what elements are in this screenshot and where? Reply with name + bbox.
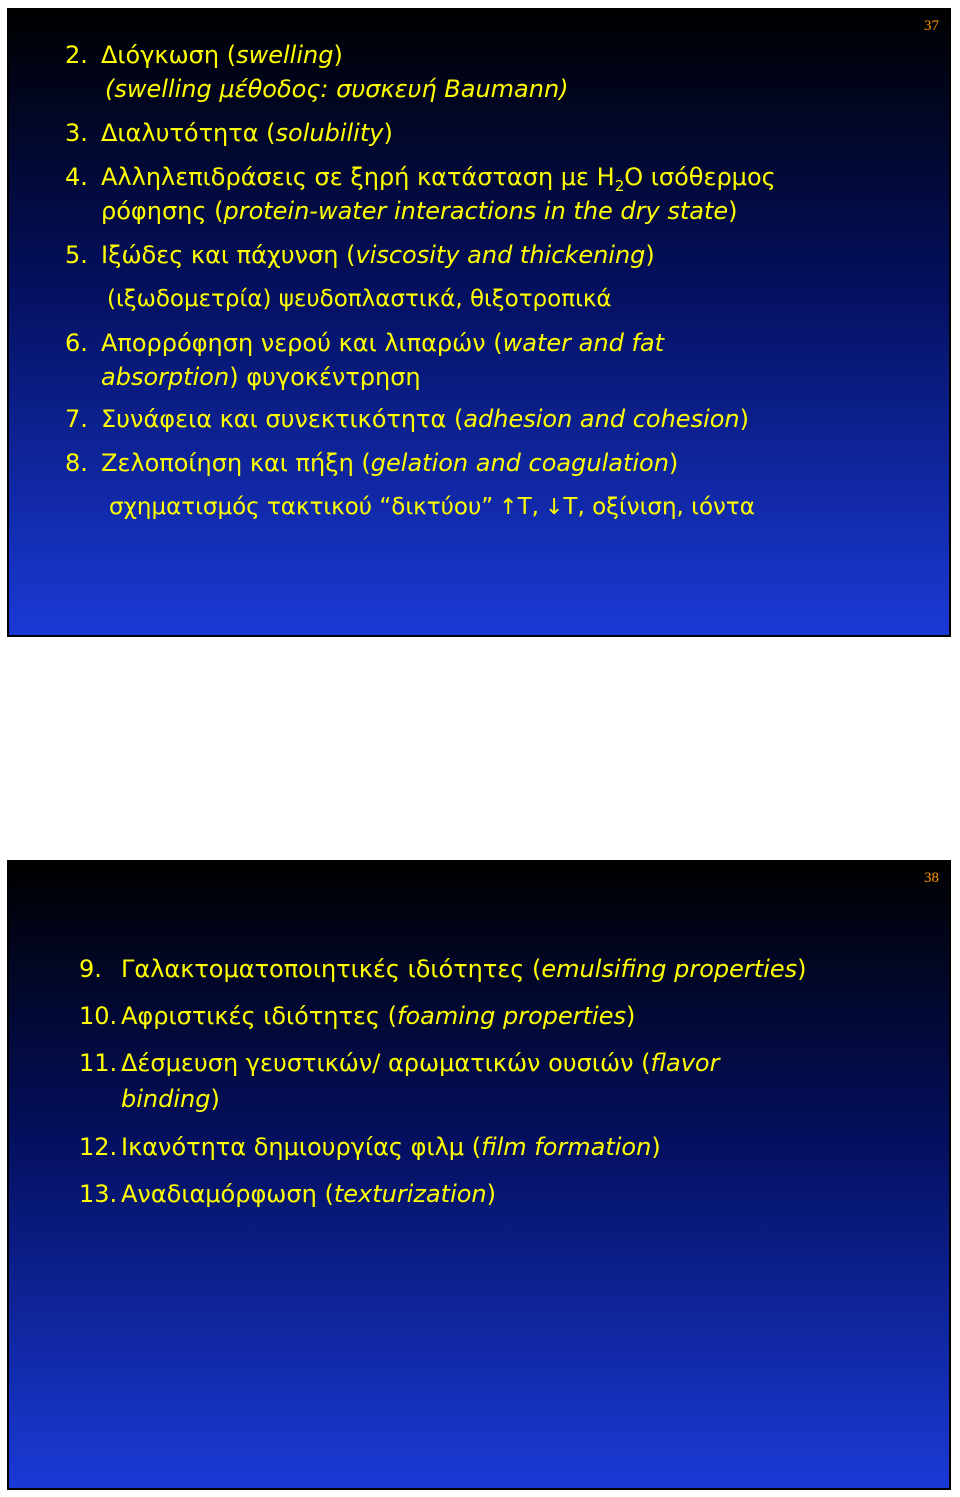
item-term: water and fat — [502, 329, 665, 357]
item-text: Διόγκωση ( — [101, 41, 237, 69]
list-item-13: 13. Αναδιαμόρφωση (texturization) — [79, 1177, 496, 1211]
list-item-6 — [65, 326, 664, 360]
item-text: Ζελοποίηση και πήξη ( — [101, 449, 371, 477]
item-text: Διαλυτότητα ( — [101, 119, 276, 147]
item-number: 5. — [65, 241, 88, 269]
list-item-4-line2: ρόφησης (protein-water interactions in the dry state) — [101, 197, 738, 225]
item-term: swelling — [236, 41, 334, 69]
list-item-2: 2. Διόγκωση (swelling) — [65, 38, 343, 72]
item-text: Απορρόφηση νερού και λιπαρών ( — [101, 329, 503, 357]
item-text: Γαλακτοματοποιητικές ιδιότητες ( — [121, 955, 542, 983]
item-text: Ικανότητα δημιουργίας φιλμ ( — [121, 1133, 482, 1161]
item-term: solubility — [275, 119, 384, 147]
list-item-5-detail: (ιξωδομετρία) ψευδοπλαστικά, θιξοτροπικά — [107, 286, 612, 312]
slide-37 — [7, 8, 951, 637]
list-item-12: 12. Ικανότητα δημιουργίας φιλμ (film formation) — [79, 1130, 661, 1164]
list-item-5: 5. Ιξώδες και πάχυνση (viscosity and thickening) — [65, 238, 655, 272]
item-term: adhesion and cohesion — [463, 405, 740, 433]
list-item-2-subline: (swelling μέθοδος: συσκευή Baumann) — [105, 75, 569, 103]
item-term: gelation and coagulation — [370, 449, 669, 477]
list-item-6-line2: absorption) φυγοκέντρηση — [101, 363, 421, 391]
list-item-3: 3. Διαλυτότητα (solubility) — [65, 116, 393, 150]
slide-38 — [7, 860, 951, 1490]
list-item-9: 9. Γαλακτοματοποιητικές ιδιότητες (emulsifing properties) — [79, 952, 807, 986]
item-number: 6. — [65, 329, 88, 357]
list-item-11 — [79, 1046, 719, 1080]
item-number: 10. — [79, 1002, 118, 1030]
item-text: Ιξώδες και πάχυνση ( — [101, 241, 356, 269]
item-term: viscosity and thickening — [355, 241, 646, 269]
list-item-10: 10. Αφριστικές ιδιότητες (foaming properties) — [79, 999, 635, 1033]
arrow-up-icon: ↑ — [499, 495, 518, 520]
item-term: film formation — [481, 1133, 652, 1161]
item-term: absorption — [101, 363, 230, 391]
page-number: 37 — [924, 18, 939, 34]
list-item-8: 8. Ζελοποίηση και πήξη (gelation and coagulation) — [65, 446, 678, 480]
item-text: Αλληλεπιδράσεις σε ξηρή κατάσταση με Η — [101, 163, 615, 191]
item-text: Αφριστικές ιδιότητες ( — [121, 1002, 397, 1030]
item-text: Αναδιαμόρφωση ( — [121, 1180, 334, 1208]
list-item-7: 7. Συνάφεια και συνεκτικότητα (adhesion and cohesion) — [65, 402, 749, 436]
subscript: 2 — [614, 176, 625, 195]
list-item-11-line2: binding) — [121, 1085, 220, 1113]
item-number: 2. — [65, 41, 88, 69]
item-term: protein-water interactions in the dry state — [223, 197, 729, 225]
item-number: 13. — [79, 1180, 118, 1208]
item-number: 3. — [65, 119, 88, 147]
page-number: 38 — [924, 870, 939, 886]
item-term: foaming properties — [397, 1002, 626, 1030]
list-item-4: 4. Αλληλεπιδράσεις σε ξηρή κατάσταση με $H_2O$ ισόθερμος — [65, 160, 776, 194]
item-number: 9. — [79, 955, 102, 983]
list-item-8-detail: σχηματισμός τακτικού “δικτύου” ↑Τ, ↓Τ, οξίνιση, ιόντα — [109, 494, 755, 520]
item-number: 8. — [65, 449, 88, 477]
item-term: binding — [121, 1085, 211, 1113]
item-number: 7. — [65, 405, 88, 433]
arrow-down-icon: ↓ — [544, 495, 564, 520]
item-number: 12. — [79, 1133, 118, 1161]
item-number: 4. — [65, 163, 88, 191]
item-term: flavor — [650, 1049, 720, 1077]
item-term: texturization — [333, 1180, 487, 1208]
item-text: Δέσμευση γευστικών/ αρωματικών ουσιών ( — [121, 1049, 651, 1077]
item-term: emulsifing properties — [541, 955, 798, 983]
item-text: Συνάφεια και συνεκτικότητα ( — [101, 405, 464, 433]
item-number: 11. — [79, 1049, 118, 1077]
